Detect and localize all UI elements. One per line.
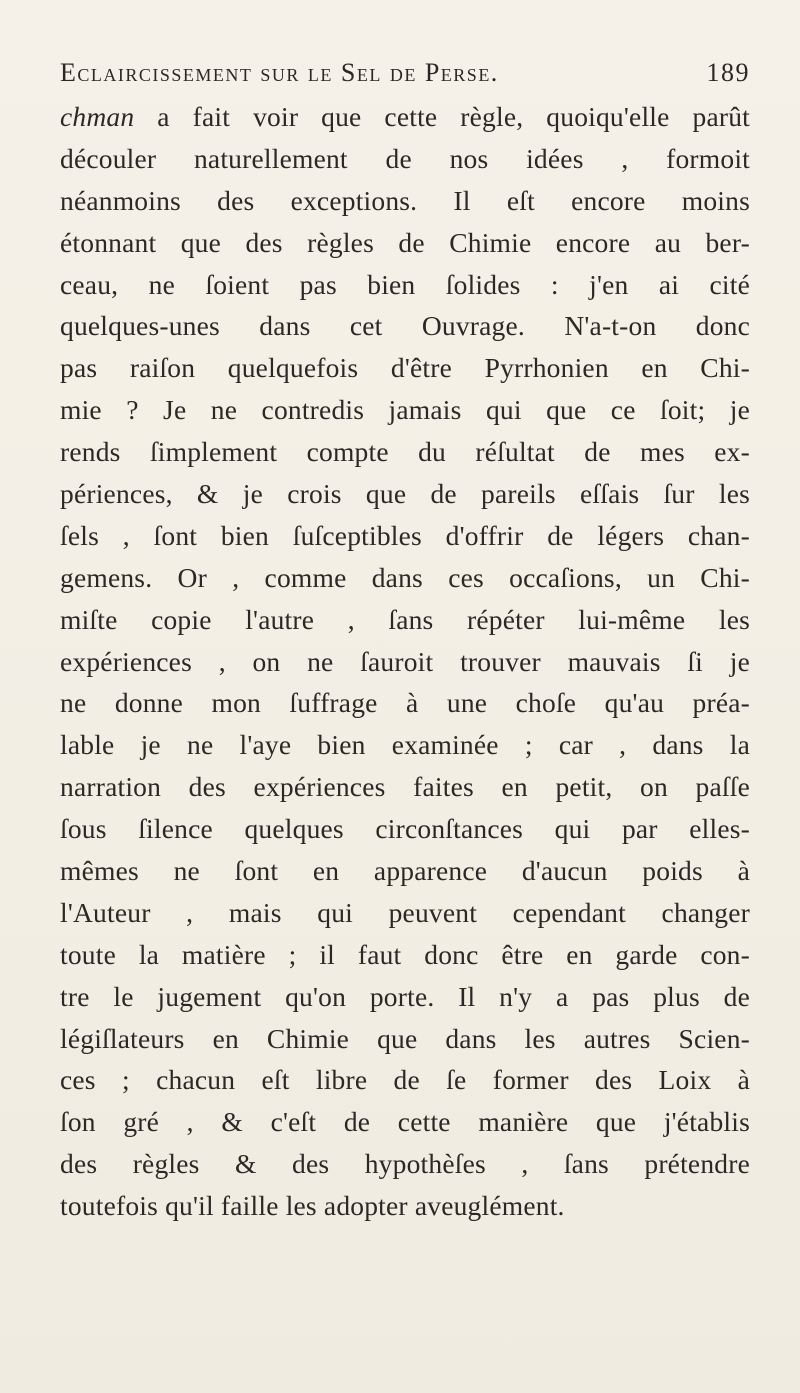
text-line: des règles & des hypothèſes , ſans prétendre	[60, 1148, 750, 1180]
text-line: périences, & je crois que de pareils eſſais ſur les	[60, 478, 750, 510]
text-line: narration des expériences faites en petit, on paſſe	[60, 771, 750, 803]
page-number: 189	[706, 58, 750, 87]
text-line: lable je ne l'aye bien examinée ; car , dans la	[60, 729, 750, 761]
text-line: ſous ſilence quelques circonſtances qui par elles-	[60, 813, 750, 845]
text-line: quelques-unes dans cet Ouvrage. N'a-t-on donc	[60, 310, 750, 342]
text-line: ſels , ſont bien ſuſceptibles d'offrir de légers chan-	[60, 519, 750, 551]
text-italic: chman	[60, 101, 135, 132]
text-line: toute la matière ; il faut donc être en garde con-	[60, 938, 750, 970]
text-line: ceau, ne ſoient pas bien ſolides : j'en ai cité	[60, 268, 750, 300]
text-line: expériences , on ne ſauroit trouver mauvais ſi je	[60, 645, 750, 677]
text-line	[60, 96, 750, 138]
text-span: a fait voir que cette règle, quoiqu'elle parût	[134, 101, 750, 132]
text-line: étonnant que des règles de Chimie encore au ber-	[60, 226, 750, 258]
body-text	[60, 96, 750, 1227]
text-line: découler naturellement de nos idées , formoit	[60, 142, 750, 174]
text-line: miſte copie l'autre , ſans répéter lui-même les	[60, 603, 750, 635]
text-line: ſon gré , & c'eſt de cette manière que j'établis	[60, 1106, 750, 1138]
text-line: mie ? Je ne contredis jamais qui que ce ſoit; je	[60, 394, 750, 426]
text-line: toutefois qu'il faille les adopter aveuglément.	[60, 1190, 565, 1222]
text-line: néanmoins des exceptions. Il eſt encore moins	[60, 184, 750, 216]
text-line: légiſlateurs en Chimie que dans les autres Scien-	[60, 1022, 750, 1054]
text-line: ne donne mon ſuffrage à une choſe qu'au préa-	[60, 687, 750, 719]
running-header	[60, 58, 750, 94]
text-line: ces ; chacun eſt libre de ſe former des Loix à	[60, 1064, 750, 1096]
text-line: l'Auteur , mais qui peuvent cependant changer	[60, 896, 750, 928]
text-line: tre le jugement qu'on porte. Il n'y a pas plus de	[60, 980, 750, 1012]
text-line: rends ſimplement compte du réſultat de mes ex-	[60, 436, 750, 468]
running-title: Eclaircissement sur le Sel de Perse.	[60, 58, 499, 87]
text-line: mêmes ne ſont en apparence d'aucun poids à	[60, 855, 750, 887]
text-line: pas raiſon quelquefois d'être Pyrrhonien en Chi-	[60, 352, 750, 384]
text-line: gemens. Or , comme dans ces occaſions, un Chi-	[60, 561, 750, 593]
